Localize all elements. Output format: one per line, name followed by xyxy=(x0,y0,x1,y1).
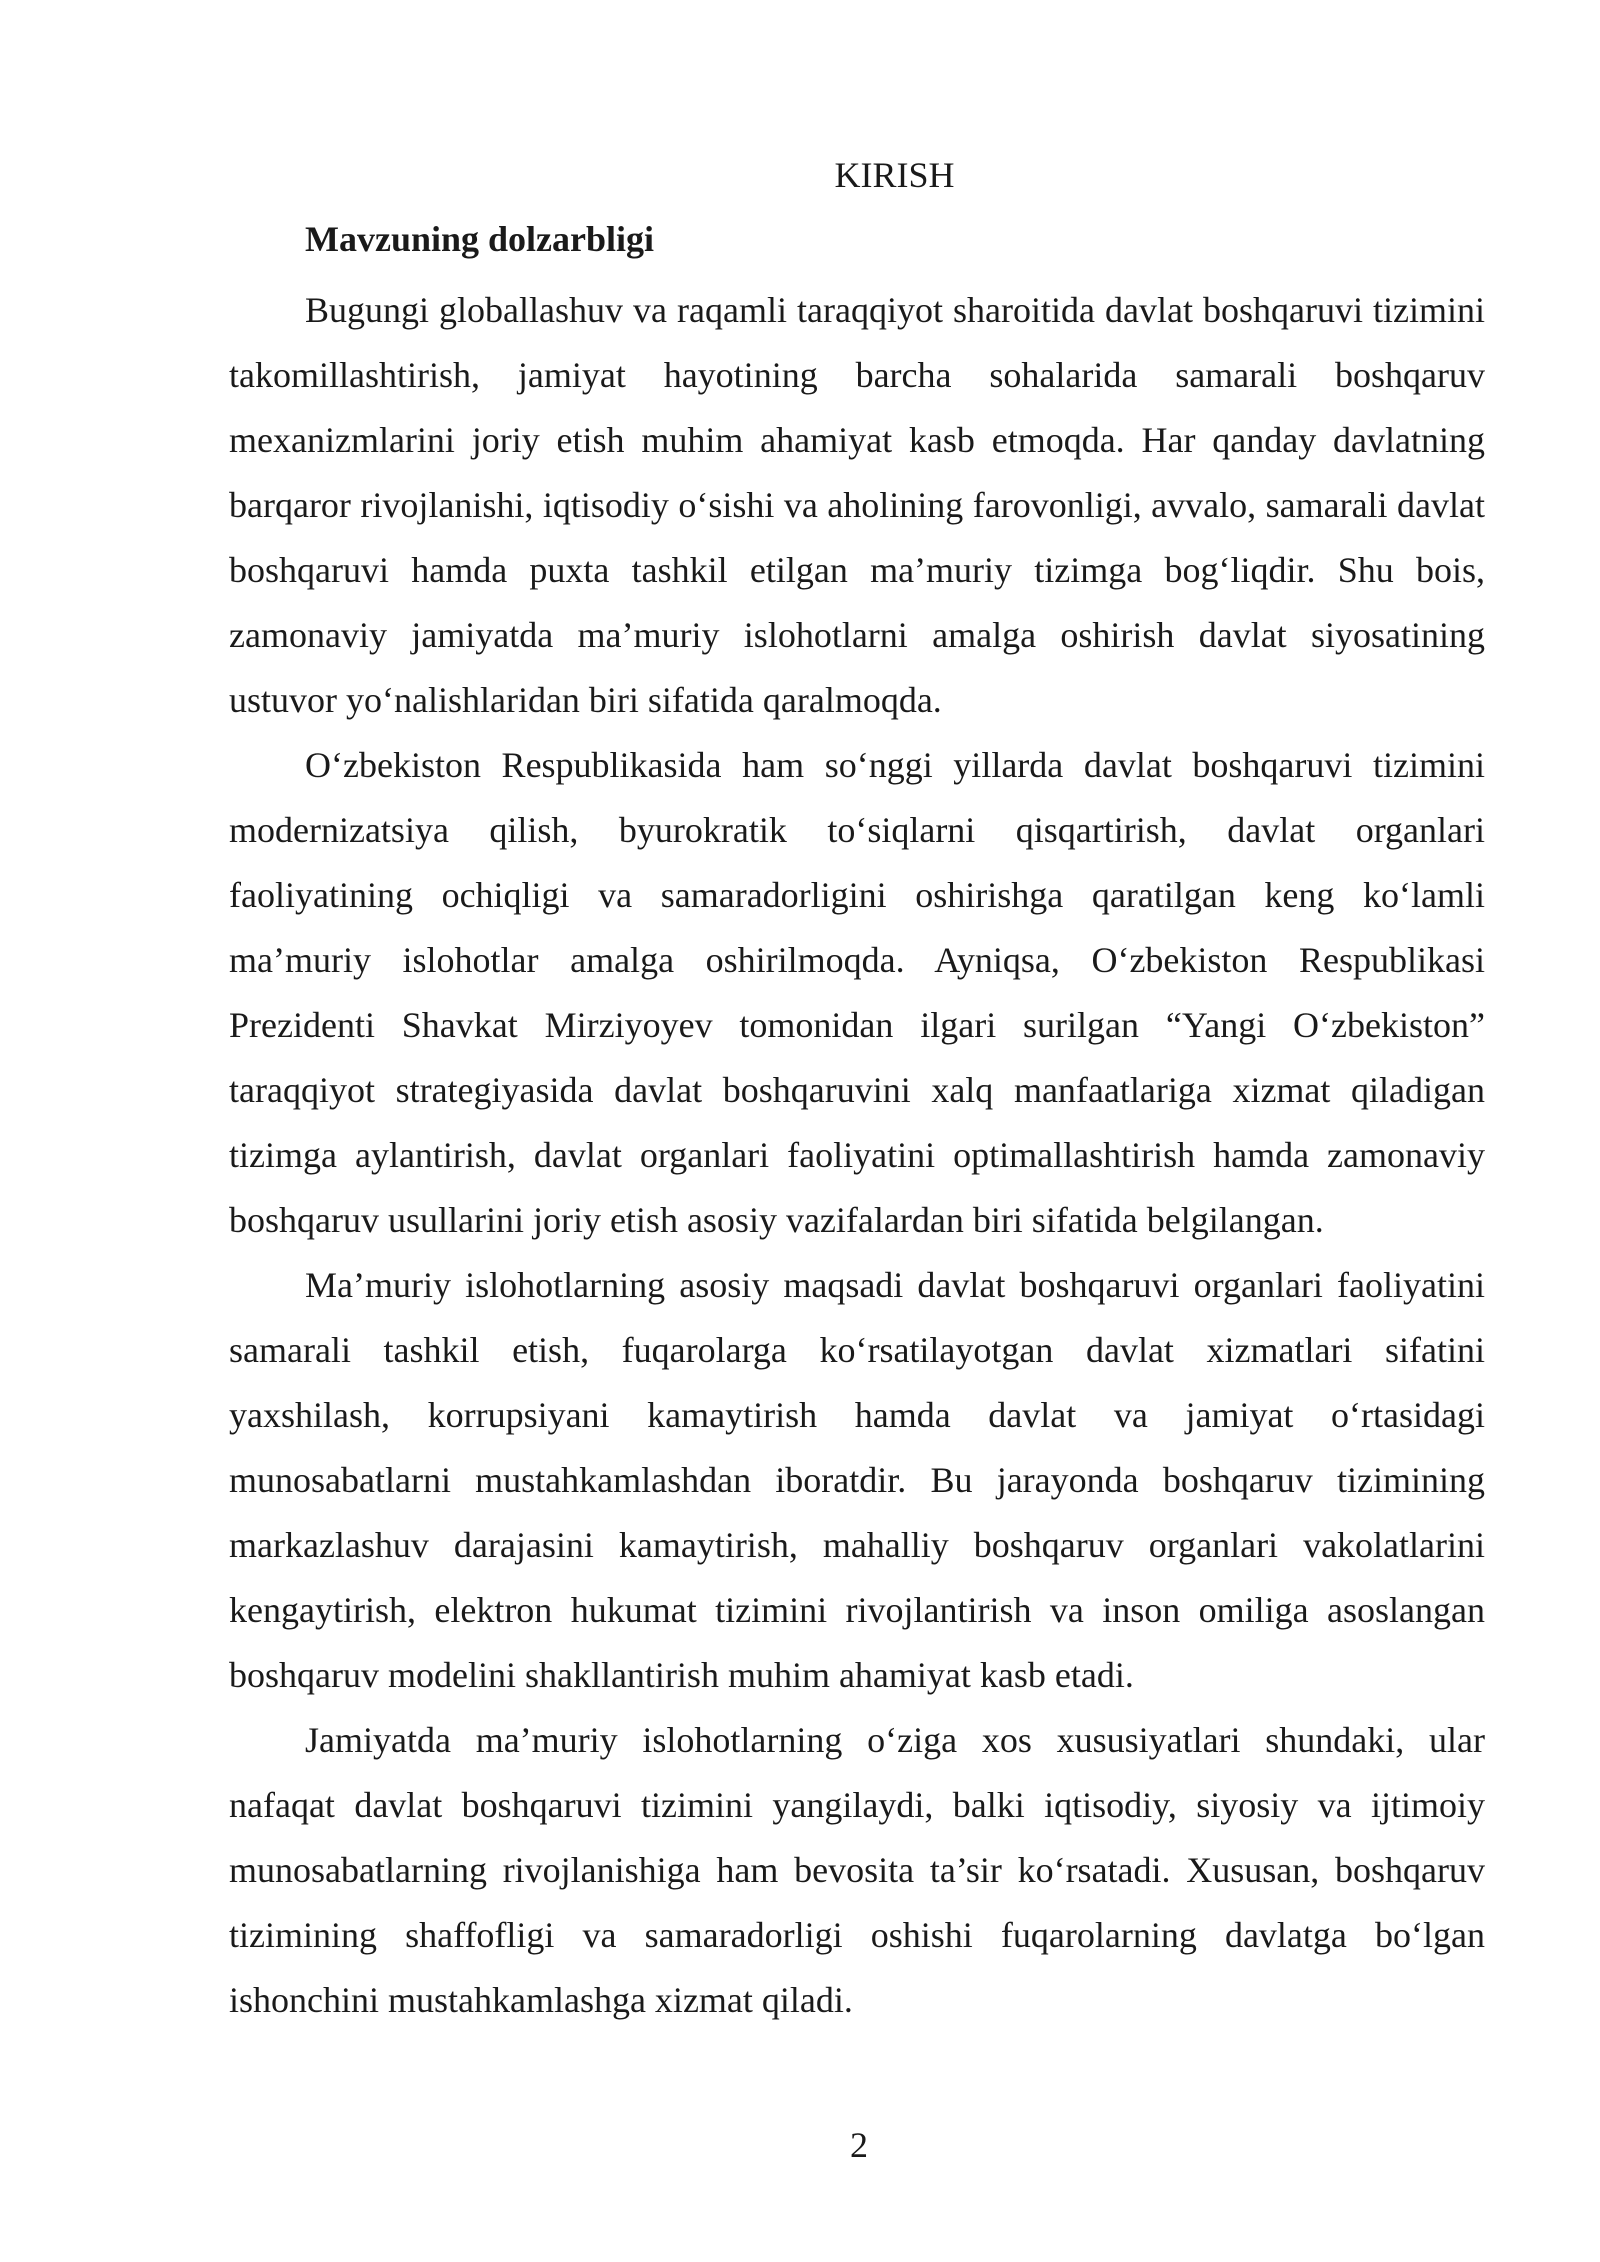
page-content xyxy=(229,150,1485,2033)
paragraph-2: O‘zbekiston Respublikasida ham so‘nggi yillarda davlat boshqaruvi tizimini modernizatsiya qilish, byurokratik to‘siqlarni qisqartirish, davlat organlari faoliyatining ochiqligi va samaradorligini oshirishga qaratilgan keng ko‘lamli ma’muriy islohotlar amalga oshirilmoqda. Ayniqsa, O‘zbekiston Respublikasi Prezidenti Shavkat Mirziyoyev tomonidan ilgari surilgan “Yangi O‘zbekiston” taraqqiyot strategiyasida davlat boshqaruvini xalq manfaatlariga xizmat qiladigan tizimga aylantirish, davlat organlari faoliyatini optimallashtirish hamda zamonaviy boshqaruv usullarini joriy etish asosiy vazifalardan biri sifatida belgilangan. xyxy=(229,745,1485,1240)
paragraph-1: Bugungi globallashuv va raqamli taraqqiyot sharoitida davlat boshqaruvi tizimini takomillashtirish, jamiyat hayotining barcha sohalarida samarali boshqaruv mexanizmlarini joriy etish muhim ahamiyat kasb etmoqda. Har qanday davlatning barqaror rivojlanishi, iqtisodiy o‘sishi va aholining farovonligi, avvalo, samarali davlat boshqaruvi hamda puxta tashkil etilgan ma’muriy tizimga bog‘liqdir. Shu bois, zamonaviy jamiyatda ma’muriy islohotlarni amalga oshirish davlat siyosatining ustuvor yo‘nalishlaridan biri sifatida qaralmoqda. xyxy=(229,290,1485,720)
paragraph-4: Jamiyatda ma’muriy islohotlarning o‘ziga xos xususiyatlari shundaki, ular nafaqat davlat boshqaruvi tizimini yangilaydi, balki iqtisodiy, siyosiy va ijtimoiy munosabatlarning rivojlanishiga ham bevosita ta’sir ko‘rsatadi. Xususan, boshqaruv tizimining shaffofligi va samaradorligi oshishi fuqarolarning davlatga bo‘lgan ishonchini mustahkamlashga xizmat qiladi. xyxy=(229,1720,1485,2020)
page-number: 2 xyxy=(850,2125,868,2165)
paragraph-3: Ma’muriy islohotlarning asosiy maqsadi davlat boshqaruvi organlari faoliyatini samarali tashkil etish, fuqarolarga ko‘rsatilayotgan davlat xizmatlari sifatini yaxshilash, korrupsiyani kamaytirish hamda davlat va jamiyat o‘rtasidagi munosabatlarni mustahkamlashdan iboratdir. Bu jarayonda boshqaruv tizimining markazlashuv darajasini kamaytirish, mahalliy boshqaruv organlari vakolatlarini kengaytirish, elektron hukumat tizimini rivojlantirish va inson omiliga asoslangan boshqaruv modelini shakllantirish muhim ahamiyat kasb etadi. xyxy=(229,1265,1485,1695)
document-title: KIRISH xyxy=(834,155,955,195)
section-heading: Mavzuning dolzarbligi xyxy=(305,219,655,259)
